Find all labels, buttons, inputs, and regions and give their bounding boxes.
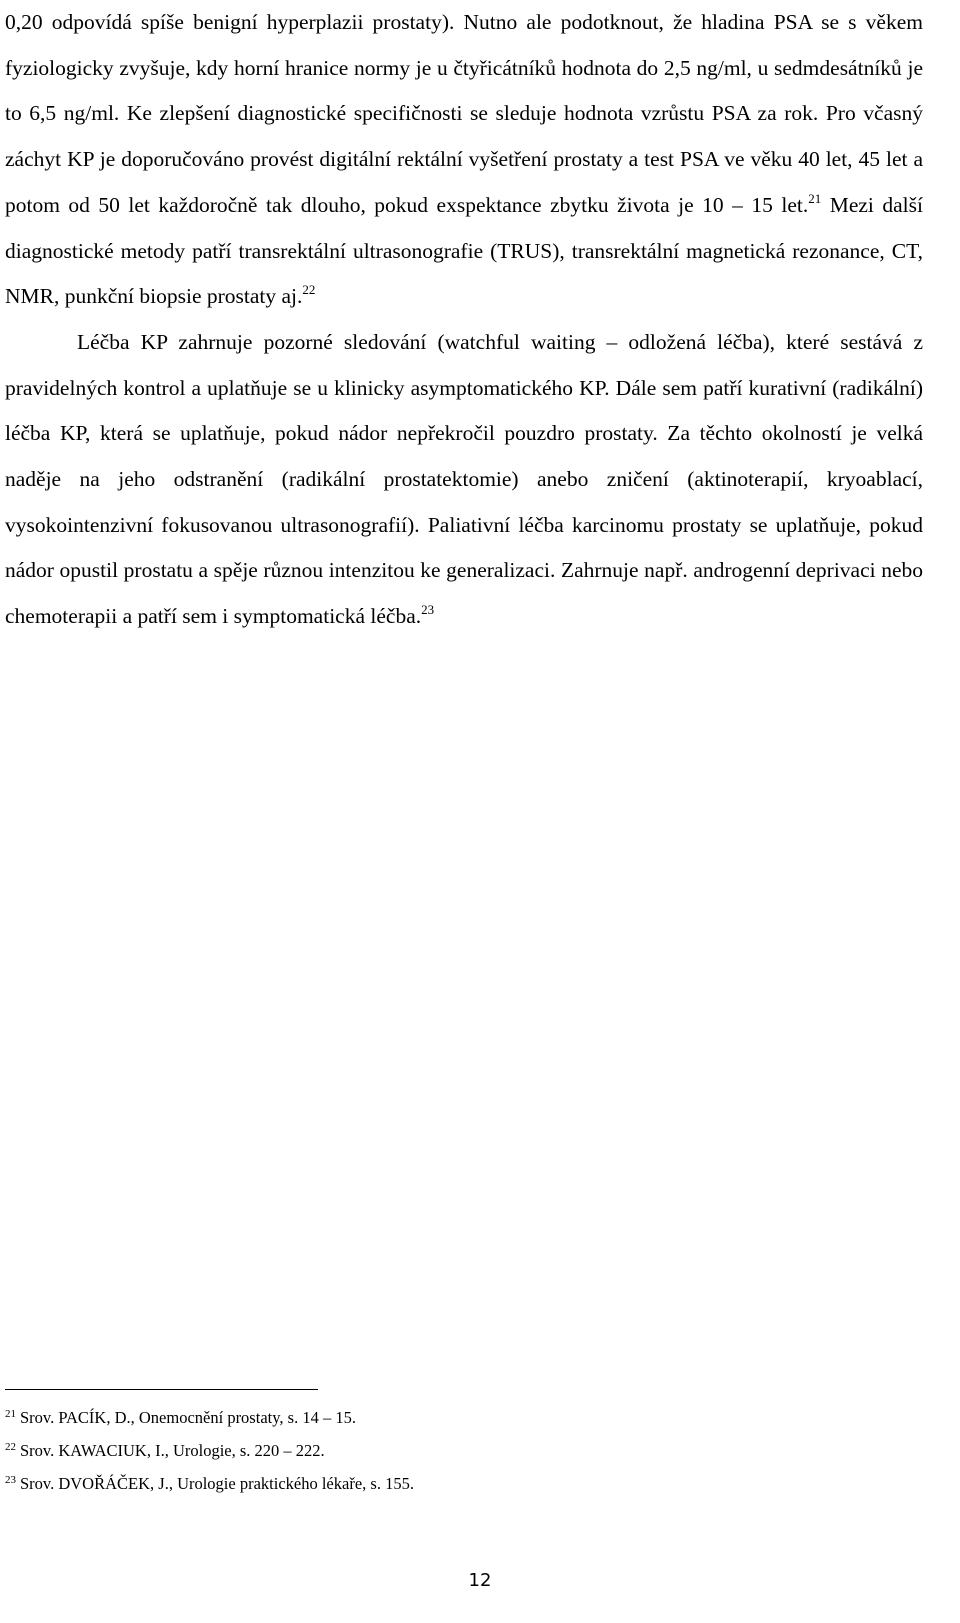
- footnote-text: Srov. KAWACIUK, I., Urologie, s. 220 – 222.: [20, 1441, 325, 1460]
- paragraph-text: Léčba KP zahrnuje pozorné sledování (watchful waiting – odložená léčba), které sestává z pravidelných kontrol a uplatňuje se u klinicky asymptomatického KP. Dále sem patří kurativní (radikální) léčba KP, která se uplatňuje, pokud nádor nepřekročil pouzdro prostaty. Za těchto okolností je velká naděje na jeho odstranění (radikální prostatektomie) anebo zničení (aktinoterapií, kryoablací, vysokointenzivní fokusovanou ultrasonografií). Paliativní léčba karcinomu prostaty se uplatňuje, pokud nádor opustil prostatu a spěje různou intenzitou ke generalizaci. Zahrnuje např. androgenní deprivaci nebo chemoterapii a patří sem i symptomatická léčba.: [5, 329, 923, 629]
- paragraph-text: Mezi další diagnostické metody patří transrektální ultrasonografie (TRUS), transrektální magnetická rezonance, CT, NMR, punkční biopsie prostaty aj.: [5, 192, 923, 309]
- footnote-21: [5, 1401, 905, 1434]
- footnote-separator: [5, 1389, 318, 1390]
- body-text: [5, 0, 923, 640]
- footnote-ref-22: 22: [302, 282, 316, 298]
- footnote-number: 23: [5, 1474, 16, 1486]
- footnote-text: Srov. PACÍK, D., Onemocnění prostaty, s. 14 – 15.: [20, 1408, 356, 1427]
- footnote-number: 21: [5, 1408, 16, 1420]
- paragraph-2: [5, 320, 923, 640]
- footnotes: [5, 1401, 905, 1500]
- page-number: 12: [468, 1570, 492, 1591]
- footnote-ref-21: 21: [808, 190, 822, 206]
- footnote-number: 22: [5, 1441, 16, 1453]
- paragraph-text: 0,20 odpovídá spíše benigní hyperplazii prostaty). Nutno ale podotknout, že hladina PSA se s věkem fyziologicky zvyšuje, kdy horní hranice normy je u čtyřicátníků hodnota do 2,5 ng/ml, u sedmdesátníků je to 6,5 ng/ml. Ke zlepšení diagnostické specifičnosti se sleduje hodnota vzrůstu PSA za rok. Pro včasný záchyt KP je doporučováno provést digitální rektální vyšetření prostaty a test PSA ve věku 40 let, 45 let a potom od 50 let každoročně tak dlouho, pokud exspektance zbytku života je 10 – 15 let.: [5, 10, 923, 217]
- footnote-22: [5, 1434, 905, 1467]
- footnote-ref-23: 23: [421, 602, 435, 618]
- footnote-text: Srov. DVOŘÁČEK, J., Urologie praktického lékaře, s. 155.: [20, 1474, 414, 1493]
- footnote-23: [5, 1467, 905, 1500]
- paragraph-1: [5, 0, 923, 320]
